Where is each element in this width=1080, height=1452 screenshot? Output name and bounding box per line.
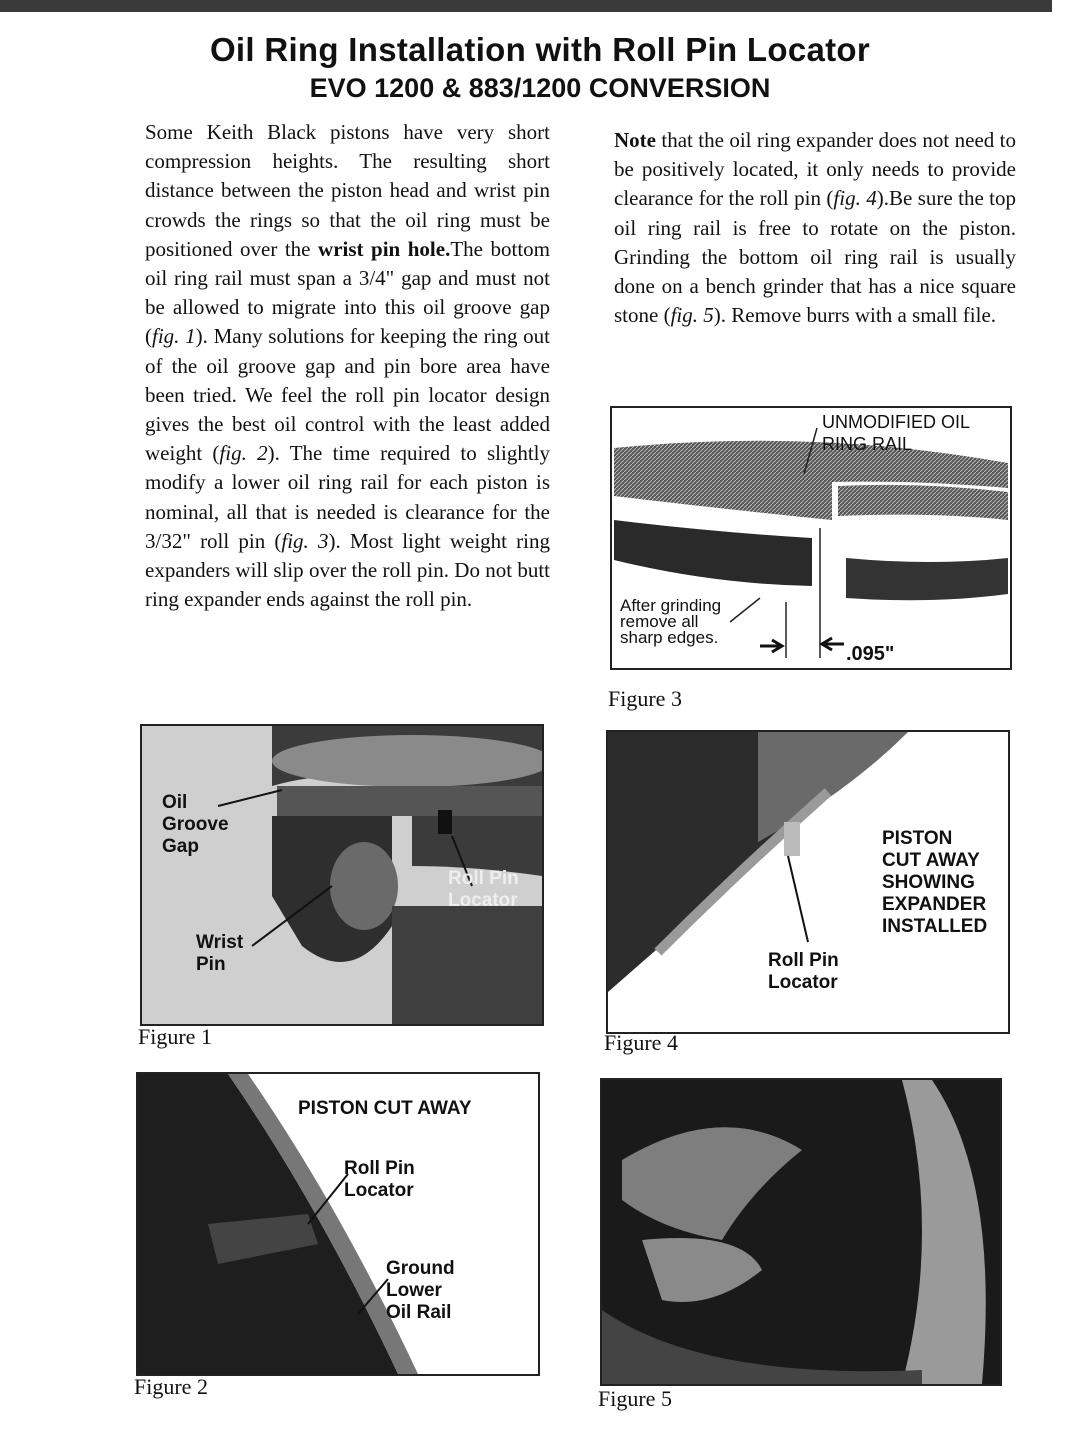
figure-3-caption: Figure 3 [608, 686, 682, 711]
figure-4-photo [606, 730, 1010, 1034]
left-text-bold: wrist pin hole. [318, 236, 451, 261]
right-text-2: ).Be sure the top oil ring rail is free to rotate on the piston. Grinding the bottom oil ring rail is usually done on a bench grinder that has a nice square stone ( [614, 186, 1017, 328]
figure-5-caption: Figure 5 [598, 1386, 672, 1411]
label-after-1: After grinding [620, 596, 722, 615]
ring-groove [277, 786, 542, 816]
pointer-line-after [730, 598, 760, 622]
left-paragraph [145, 118, 550, 614]
lower-ring-rail-left [614, 520, 812, 586]
label-dimension: .095" [846, 643, 895, 665]
upper-rail-right [838, 485, 1008, 520]
note-label: Note [614, 128, 656, 152]
right-paragraph [614, 126, 1016, 330]
figure-3-diagram [610, 406, 1012, 670]
piston-skirt [392, 906, 542, 1024]
piston-crown [272, 735, 542, 787]
figure-5-drawing [602, 1080, 1000, 1384]
figure-4-caption: Figure 4 [604, 1030, 678, 1055]
left-text-4: ). The time required to slightly modify a lower oil ring rail for each piston is nominal, all that is needed is clearance for the 3/32" roll pin ( [145, 441, 550, 553]
label-locator: Locator [448, 890, 518, 911]
label-cut-away: CUT AWAY [882, 850, 980, 871]
arrow-right-icon [760, 640, 782, 652]
arrow-left-icon [822, 638, 844, 650]
label-roll-pin: Roll Pin [448, 868, 519, 889]
label-pin: Pin [196, 954, 226, 975]
label-after-3: sharp edges. [620, 628, 719, 647]
figure-1-photo [140, 724, 544, 1026]
label-unmodified-1: UNMODIFIED OIL [822, 412, 971, 432]
fig-ref-5: fig. 5 [670, 303, 714, 328]
figure-2-photo [136, 1072, 540, 1376]
fig-ref-1: fig. 1 [152, 324, 196, 349]
roll-pin [438, 810, 452, 834]
label-roll-pin: Roll Pin [344, 1158, 415, 1179]
left-text-1: Some Keith Black pistons have very short compression heights. The resulting short distance between the piston head and wrist pin crowds the rings so that the oil ring must be positioned over the [145, 120, 550, 261]
page-title: Oil Ring Installation with Roll Pin Locator [209, 31, 871, 68]
label-piston-cut-away: PISTON CUT AWAY [298, 1098, 472, 1119]
page-subtitle: EVO 1200 & 883/1200 CONVERSION [309, 73, 771, 103]
label-oil-rail: Oil Rail [386, 1302, 452, 1323]
left-text-3: ). Many solutions for keeping the ring out of the oil groove gap and pin bore area have been tried. We feel the roll pin locator design gives the best oil control with the least added weight ( [145, 324, 550, 466]
fig-ref-2: fig. 2 [219, 441, 268, 466]
left-text-2: The bottom oil ring rail must span a 3/4" gap and must not be allowed to migrate into this oil groove gap ( [145, 236, 551, 349]
label-gap: Gap [162, 836, 199, 857]
scan-top-bar [0, 0, 1052, 12]
left-column-text [145, 118, 550, 614]
label-oil: Oil [162, 792, 188, 813]
label-unmodified-2: RING RAIL [822, 434, 913, 454]
label-after-2: remove all [620, 612, 699, 631]
lower-ring-rail-right [846, 558, 1008, 600]
label-installed: INSTALLED [882, 916, 988, 937]
label-showing: SHOWING [882, 872, 975, 893]
figure-1-caption: Figure 1 [138, 1024, 212, 1049]
left-text-5: ). Most light weight ring expanders will slip over the roll pin. Do not butt ring expander ends against the roll pin. [145, 528, 550, 612]
roll-pin [784, 822, 800, 856]
label-groove: Groove [162, 814, 229, 835]
label-wrist: Wrist [196, 932, 244, 953]
right-column-text [614, 126, 1016, 330]
label-piston: PISTON [882, 828, 953, 849]
label-locator: Locator [344, 1180, 414, 1201]
figure-2-drawing [138, 1074, 538, 1374]
label-locator: Locator [768, 972, 838, 993]
fig-ref-3: fig. 3 [281, 528, 329, 553]
wrist-pin-hole [330, 842, 398, 930]
label-expander: EXPANDER [882, 894, 987, 915]
label-roll-pin: Roll Pin [768, 950, 839, 971]
fig-ref-4: fig. 4 [833, 186, 877, 211]
figure-5-photo [600, 1078, 1002, 1386]
figure-2-caption: Figure 2 [134, 1374, 208, 1399]
label-ground: Ground [386, 1258, 455, 1279]
label-lower: Lower [386, 1280, 442, 1301]
right-text-1: that the oil ring expander does not need to be positively located, it only needs to provide clearance for the roll pin ( [614, 128, 1016, 211]
right-text-3: ). Remove burrs with a small file. [713, 303, 997, 328]
